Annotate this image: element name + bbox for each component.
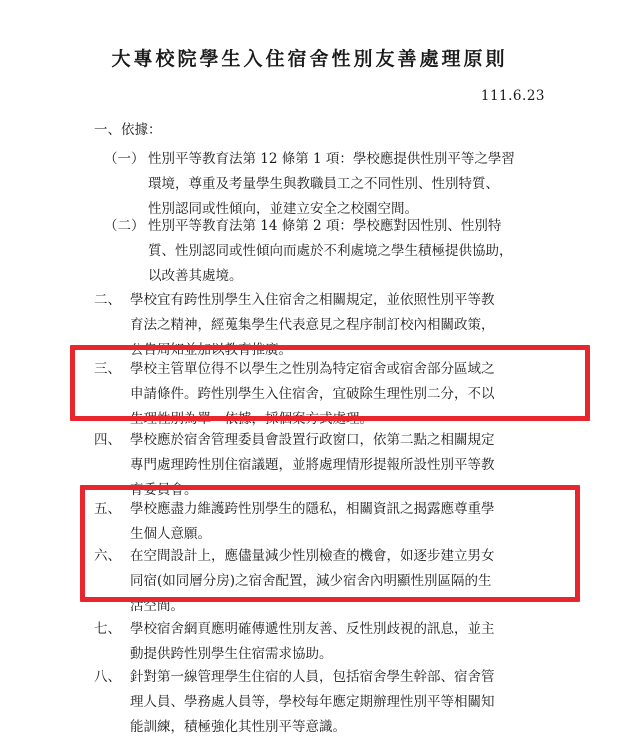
- clause-6-line: 活空間。: [130, 598, 184, 614]
- clause-2-line: 學校宜有跨性別學生入住宿舍之相關規定，並依照性別平等教: [130, 292, 495, 308]
- clause-6-line: 同宿(如同層分房)之宿舍配置，減少宿舍內明顯性別區隔的生: [130, 573, 492, 589]
- clause-3-line: 申請條件。跨性別學生入住宿舍，宜破除生理性別二分，不以: [130, 386, 495, 402]
- clause-8-line: 理人員、學務處人員等，學校每年應定期辦理性別平等相關知: [130, 694, 495, 710]
- clause-4-line: 專門處理跨性別住宿議題，並將處理情形提報所設性別平等教: [130, 457, 495, 473]
- clause-6-line: 在空間設計上，應儘量減少性別檢查的機會，如逐步建立男女: [130, 548, 495, 564]
- basis-item-1-line: 環境，尊重及考量學生與教職員工之不同性別、性別特質、: [148, 176, 499, 192]
- clause-5-line: 學校應盡力維護跨性別學生的隱私，相關資訊之揭露應尊重學: [130, 501, 495, 517]
- basis-item-2-number: （二）: [104, 218, 145, 234]
- basis-item-1-number: （一）: [104, 151, 145, 167]
- clause-2-line: 育法之精神，經蒐集學生代表意見之程序制訂校內相關政策，: [130, 317, 495, 333]
- basis-item-1-line: 性別認同或性傾向，並建立安全之校園空間。: [148, 201, 418, 217]
- section-1-heading: 一、依據：: [94, 122, 162, 138]
- clause-7-line: 學校宿舍網頁應明確傳遞性別友善、反性別歧視的訊息，並主: [130, 621, 495, 637]
- clause-2-line: 公告周知並加以教育推廣。: [130, 342, 292, 358]
- clause-8-text: [130, 665, 495, 740]
- clause-7-line: 動提供跨性別學生住宿需求協助。: [130, 646, 333, 662]
- clause-5-line: 生個人意願。: [130, 526, 211, 542]
- basis-item-2-line: 性別平等教育法第 14 條第 2 項：學校應對因性別、性別特: [148, 218, 502, 234]
- basis-item-1-text: [148, 147, 515, 222]
- basis-item-2-line: 質、性別認同或性傾向而處於不利處境之學生積極提供協助，: [148, 243, 513, 259]
- basis-item-1-line: 性別平等教育法第 12 條第 1 項：學校應提供性別平等之學習: [148, 151, 515, 167]
- clause-7-number: 七、: [94, 621, 121, 637]
- clause-4-number: 四、: [94, 432, 121, 448]
- clause-6-number: 六、: [94, 548, 121, 564]
- document-title: 大專校院學生入住宿舍性別友善處理原則: [111, 48, 508, 70]
- clause-3-number: 三、: [94, 361, 121, 377]
- clause-8-number: 八、: [94, 669, 121, 685]
- basis-item-2-line: 以改善其處境。: [148, 268, 243, 284]
- clause-2-number: 二、: [94, 292, 121, 308]
- clause-8-line: 針對第一線管理學生住宿的人員，包括宿舍學生幹部、宿舍管: [130, 669, 495, 685]
- clause-3-line: 生理性別為單一依據，採個案方式處理。: [130, 411, 373, 427]
- clause-4-line: 育委員會。: [130, 482, 198, 498]
- clause-8-line: 能訓練，積極強化其性別平等意識。: [130, 719, 346, 735]
- document-date: 111.6.23: [480, 88, 545, 104]
- clause-7-text: [130, 617, 495, 667]
- highlight-box-clauses-5-6: [80, 485, 580, 602]
- basis-item-2-text: [148, 214, 513, 289]
- clause-4-line: 學校應於宿舍管理委員會設置行政窗口，依第二點之相關規定: [130, 432, 495, 448]
- highlight-box-clause-3: [70, 345, 590, 421]
- clause-5-number: 五、: [94, 501, 121, 517]
- clause-3-line: 學校主管單位得不以學生之性別為特定宿舍或宿舍部分區域之: [130, 361, 495, 377]
